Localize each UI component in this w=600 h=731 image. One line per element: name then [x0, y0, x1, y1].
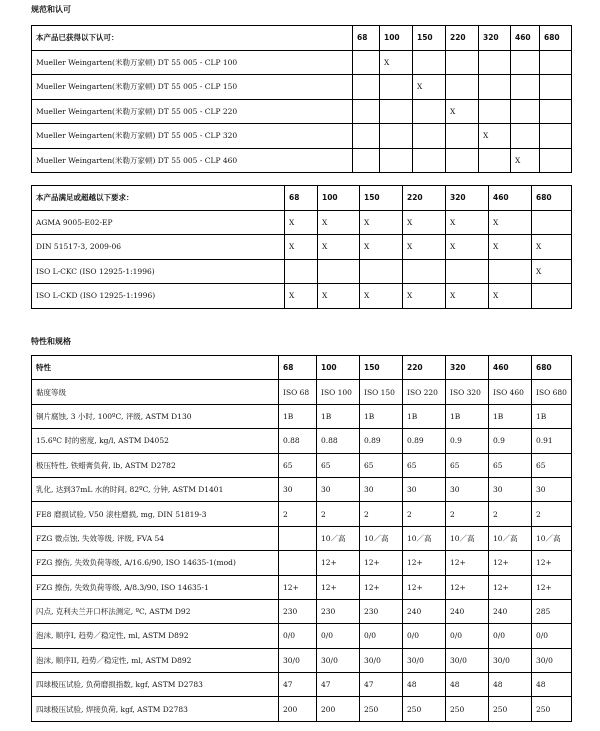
properties-cell: 0/0: [317, 624, 360, 648]
table1-cell: [446, 148, 479, 173]
properties-cell: 30: [489, 477, 532, 501]
table2-grade-header: 460: [489, 186, 532, 211]
table1-cell: [540, 124, 572, 149]
properties-row-label: FZG 擦伤, 失效负荷等级, A/8.3/90, ISO 14635-1: [32, 575, 279, 599]
properties-cell: 2: [532, 502, 572, 526]
properties-row-label: FZG 擦伤, 失效负荷等级, A/16.6/90, ISO 14635-1(mod): [32, 551, 279, 575]
properties-cell: 250: [446, 697, 489, 721]
properties-cell: 30: [317, 477, 360, 501]
table1-cell: [446, 124, 479, 149]
requirements-table: [31, 185, 572, 309]
properties-cell: ISO 320: [446, 380, 489, 404]
properties-cell: 2: [403, 502, 446, 526]
properties-cell: 12+: [279, 575, 317, 599]
properties-grade-header: 680: [532, 356, 572, 380]
properties-cell: 12+: [317, 575, 360, 599]
table2-row-label: ISO L-CKD (ISO 12925-1:1996): [32, 284, 285, 309]
properties-cell: 0.89: [360, 429, 403, 453]
properties-cell: 2: [317, 502, 360, 526]
table2-row: [32, 284, 572, 309]
properties-cell: 47: [317, 673, 360, 697]
properties-cell: 285: [532, 599, 572, 623]
properties-cell: 250: [532, 697, 572, 721]
properties-row: [32, 624, 572, 648]
table1-cell: [380, 124, 413, 149]
properties-cell: 65: [317, 453, 360, 477]
table2-cell: [403, 259, 446, 284]
properties-cell: 12+: [446, 575, 489, 599]
table2-cell: X: [403, 210, 446, 235]
table1-grade-header: 460: [511, 26, 540, 51]
table1-cell: [413, 99, 446, 124]
properties-row-label: 四球极压试验, 负荷磨损指数, kgf, ASTM D2783: [32, 673, 279, 697]
properties-cell: 0.89: [403, 429, 446, 453]
properties-cell: 12+: [489, 551, 532, 575]
properties-cell: 10／高: [532, 526, 572, 550]
table1-row: [32, 148, 572, 173]
properties-row-label: 泡沫, 顺序I, 趋势／稳定性, ml, ASTM D892: [32, 624, 279, 648]
properties-cell: 30: [403, 477, 446, 501]
table1-cell: X: [511, 148, 540, 173]
properties-row: [32, 502, 572, 526]
table1-cell: [540, 148, 572, 173]
table2-cell: X: [489, 210, 532, 235]
properties-row-label: 泡沫, 顺序II, 趋势／稳定性, ml, ASTM D892: [32, 648, 279, 672]
properties-cell: 48: [446, 673, 489, 697]
table1-header-row: [32, 26, 572, 51]
table2-row-label: ISO L-CKC (ISO 12925-1:1996): [32, 259, 285, 284]
approvals-section-title: 规范和认可: [31, 5, 71, 14]
properties-cell: 10／高: [360, 526, 403, 550]
table1-cell: [353, 75, 380, 100]
properties-cell: 1B: [446, 404, 489, 428]
properties-cell: ISO 460: [489, 380, 532, 404]
table2-cell: [360, 259, 403, 284]
table1-row-label: Mueller Weingarten(米勒万家顿) DT 55 005 - CLP 460: [32, 148, 353, 173]
table2-row-label: AGMA 9005-E02-EP: [32, 210, 285, 235]
properties-row-label: FE8 磨损试验, V50 滚柱磨损, mg, DIN 51819-3: [32, 502, 279, 526]
properties-cell: 10／高: [489, 526, 532, 550]
properties-cell: ISO 68: [279, 380, 317, 404]
properties-cell: 12+: [403, 575, 446, 599]
properties-cell: 0/0: [446, 624, 489, 648]
properties-cell: 0.9: [489, 429, 532, 453]
table2-grade-header: 220: [403, 186, 446, 211]
properties-cell: ISO 150: [360, 380, 403, 404]
table1-cell: [479, 75, 511, 100]
table1-cell: [380, 99, 413, 124]
properties-cell: 1B: [403, 404, 446, 428]
properties-cell: 240: [446, 599, 489, 623]
properties-cell: 250: [403, 697, 446, 721]
properties-row: [32, 599, 572, 623]
table2-grade-header: 150: [360, 186, 403, 211]
table1-cell: [353, 148, 380, 173]
table2-header-row: [32, 186, 572, 211]
properties-cell: 1B: [317, 404, 360, 428]
properties-cell: 0.88: [279, 429, 317, 453]
table1-cell: [479, 148, 511, 173]
table2-cell: X: [403, 284, 446, 309]
properties-cell: 240: [403, 599, 446, 623]
table1-cell: [413, 148, 446, 173]
table1-cell: [479, 50, 511, 75]
properties-cell: 2: [279, 502, 317, 526]
properties-row-label: 铜片腐蚀, 3 小时, 100ºC, 评级, ASTM D130: [32, 404, 279, 428]
table2-grade-header: 100: [318, 186, 360, 211]
properties-cell: 2: [360, 502, 403, 526]
table2-cell: [318, 259, 360, 284]
table1-cell: [479, 99, 511, 124]
properties-cell: 12+: [532, 575, 572, 599]
table1-cell: [511, 50, 540, 75]
table2-cell: X: [318, 210, 360, 235]
table2-cell: X: [285, 284, 318, 309]
properties-cell: 200: [317, 697, 360, 721]
properties-cell: 230: [317, 599, 360, 623]
table2-cell: [489, 259, 532, 284]
properties-row-label: 极压特性, 铁蜡膏负荷, lb, ASTM D2782: [32, 453, 279, 477]
table1-grade-header: 150: [413, 26, 446, 51]
properties-cell: 30/0: [279, 648, 317, 672]
table1-row: [32, 124, 572, 149]
table1-cell: [540, 99, 572, 124]
properties-row-label: 15.6ºC 时的密度, kg/l, ASTM D4052: [32, 429, 279, 453]
properties-cell: 47: [279, 673, 317, 697]
properties-row: [32, 429, 572, 453]
properties-cell: 47: [360, 673, 403, 697]
properties-row: [32, 380, 572, 404]
properties-row-label: 黏度等级: [32, 380, 279, 404]
table2-cell: X: [446, 284, 489, 309]
properties-cell: 0/0: [279, 624, 317, 648]
table2-cell: X: [285, 235, 318, 260]
table1-cell: [413, 124, 446, 149]
table2-cell: [532, 210, 572, 235]
properties-cell: 12+: [317, 551, 360, 575]
properties-grade-header: 460: [489, 356, 532, 380]
properties-cell: 30/0: [446, 648, 489, 672]
properties-cell: 0.91: [532, 429, 572, 453]
properties-cell: 30/0: [360, 648, 403, 672]
properties-cell: 1B: [360, 404, 403, 428]
table2-cell: X: [446, 210, 489, 235]
properties-cell: 0.9: [446, 429, 489, 453]
properties-row: [32, 551, 572, 575]
properties-cell: 10／高: [446, 526, 489, 550]
table1-cell: [540, 75, 572, 100]
table2-cell: X: [532, 259, 572, 284]
table1-cell: [446, 75, 479, 100]
table1-cell: [511, 99, 540, 124]
properties-cell: 48: [489, 673, 532, 697]
table1-row: [32, 99, 572, 124]
properties-cell: 30: [446, 477, 489, 501]
properties-cell: 230: [360, 599, 403, 623]
properties-header-row: [32, 356, 572, 380]
properties-cell: 30/0: [403, 648, 446, 672]
table2-cell: X: [489, 284, 532, 309]
properties-cell: 2: [446, 502, 489, 526]
properties-cell: 12+: [532, 551, 572, 575]
properties-cell: ISO 220: [403, 380, 446, 404]
properties-row: [32, 648, 572, 672]
properties-row: [32, 575, 572, 599]
properties-cell: 1B: [279, 404, 317, 428]
properties-cell: 0/0: [360, 624, 403, 648]
properties-cell: 12+: [403, 551, 446, 575]
properties-row-label: 闪点, 克利夫兰开口杯法测定, ºC, ASTM D92: [32, 599, 279, 623]
table2-cell: X: [318, 284, 360, 309]
properties-cell: 48: [532, 673, 572, 697]
table2-cell: X: [360, 210, 403, 235]
table1-cell: [353, 50, 380, 75]
properties-cell: [279, 551, 317, 575]
table1-grade-header: 680: [540, 26, 572, 51]
properties-cell: 65: [360, 453, 403, 477]
table1-cell: X: [413, 75, 446, 100]
properties-cell: 30: [360, 477, 403, 501]
table1-grade-header: 100: [380, 26, 413, 51]
table1-cell: [380, 75, 413, 100]
table2-grade-header: 68: [285, 186, 318, 211]
properties-grade-header: 320: [446, 356, 489, 380]
properties-cell: ISO 100: [317, 380, 360, 404]
properties-cell: 200: [279, 697, 317, 721]
properties-row: [32, 404, 572, 428]
table1-header-label: 本产品已获得以下认可：: [32, 26, 353, 51]
properties-cell: 65: [532, 453, 572, 477]
properties-cell: 250: [360, 697, 403, 721]
table1-cell: [511, 75, 540, 100]
table1-cell: X: [446, 99, 479, 124]
properties-row: [32, 453, 572, 477]
table2-cell: X: [403, 235, 446, 260]
properties-row: [32, 673, 572, 697]
table2-cell: X: [489, 235, 532, 260]
table1-grade-header: 220: [446, 26, 479, 51]
table2-cell: X: [318, 235, 360, 260]
table1-cell: X: [380, 50, 413, 75]
properties-cell: 30/0: [489, 648, 532, 672]
properties-cell: 10／高: [403, 526, 446, 550]
table1-grade-header: 320: [479, 26, 511, 51]
table2-row: [32, 259, 572, 284]
table1-cell: [353, 99, 380, 124]
properties-cell: 12+: [360, 551, 403, 575]
properties-cell: 48: [403, 673, 446, 697]
table1-cell: [511, 124, 540, 149]
properties-cell: 230: [279, 599, 317, 623]
properties-cell: 0/0: [489, 624, 532, 648]
table2-grade-header: 680: [532, 186, 572, 211]
properties-cell: 0/0: [403, 624, 446, 648]
properties-cell: 240: [489, 599, 532, 623]
properties-row: [32, 477, 572, 501]
properties-cell: 2: [489, 502, 532, 526]
properties-header-label: 特性: [32, 356, 279, 380]
table1-row: [32, 75, 572, 100]
properties-row: [32, 526, 572, 550]
table2-cell: X: [360, 284, 403, 309]
table1-cell: X: [479, 124, 511, 149]
table1-cell: [413, 50, 446, 75]
table1-row-label: Mueller Weingarten(米勒万家顿) DT 55 005 - CLP 100: [32, 50, 353, 75]
table1-cell: [540, 50, 572, 75]
properties-grade-header: 68: [279, 356, 317, 380]
properties-row: [32, 697, 572, 721]
properties-section-title: 特性和规格: [31, 337, 71, 346]
table1-grade-header: 68: [353, 26, 380, 51]
table2-cell: [532, 284, 572, 309]
properties-grade-header: 100: [317, 356, 360, 380]
approvals-table: [31, 25, 572, 173]
properties-cell: 30: [532, 477, 572, 501]
table2-row-label: DIN 51517-3, 2009-06: [32, 235, 285, 260]
table2-cell: X: [360, 235, 403, 260]
properties-cell: 0/0: [532, 624, 572, 648]
table2-cell: X: [446, 235, 489, 260]
table2-cell: X: [285, 210, 318, 235]
properties-cell: 65: [403, 453, 446, 477]
table1-row-label: Mueller Weingarten(米勒万家顿) DT 55 005 - CLP 320: [32, 124, 353, 149]
properties-cell: 10／高: [317, 526, 360, 550]
table2-row: [32, 235, 572, 260]
properties-grade-header: 220: [403, 356, 446, 380]
table2-header-label: 本产品满足或超越以下要求：: [32, 186, 285, 211]
properties-grade-header: 150: [360, 356, 403, 380]
properties-cell: 1B: [532, 404, 572, 428]
properties-cell: 1B: [489, 404, 532, 428]
properties-row-label: 四球极压试验, 焊接负荷, kgf, ASTM D2783: [32, 697, 279, 721]
table1-cell: [353, 124, 380, 149]
properties-cell: 12+: [489, 575, 532, 599]
properties-cell: 65: [279, 453, 317, 477]
properties-table: [31, 355, 572, 722]
properties-cell: ISO 680: [532, 380, 572, 404]
table1-cell: [446, 50, 479, 75]
table2-cell: X: [532, 235, 572, 260]
table1-row: [32, 50, 572, 75]
properties-cell: 12+: [446, 551, 489, 575]
table1-row-label: Mueller Weingarten(米勒万家顿) DT 55 005 - CLP 220: [32, 99, 353, 124]
table2-cell: [285, 259, 318, 284]
table1-row-label: Mueller Weingarten(米勒万家顿) DT 55 005 - CLP 150: [32, 75, 353, 100]
table2-row: [32, 210, 572, 235]
properties-cell: 0.88: [317, 429, 360, 453]
properties-row-label: FZG 微点蚀, 失效等级, 评级, FVA 54: [32, 526, 279, 550]
properties-row-label: 乳化, 达到37mL 水的时间, 82ºC, 分钟, ASTM D1401: [32, 477, 279, 501]
table2-grade-header: 320: [446, 186, 489, 211]
properties-cell: 12+: [360, 575, 403, 599]
properties-cell: 30/0: [317, 648, 360, 672]
properties-cell: 65: [489, 453, 532, 477]
properties-cell: 30/0: [532, 648, 572, 672]
table1-cell: [380, 148, 413, 173]
properties-cell: 250: [489, 697, 532, 721]
properties-cell: [279, 526, 317, 550]
properties-cell: 65: [446, 453, 489, 477]
table2-cell: [446, 259, 489, 284]
properties-cell: 30: [279, 477, 317, 501]
